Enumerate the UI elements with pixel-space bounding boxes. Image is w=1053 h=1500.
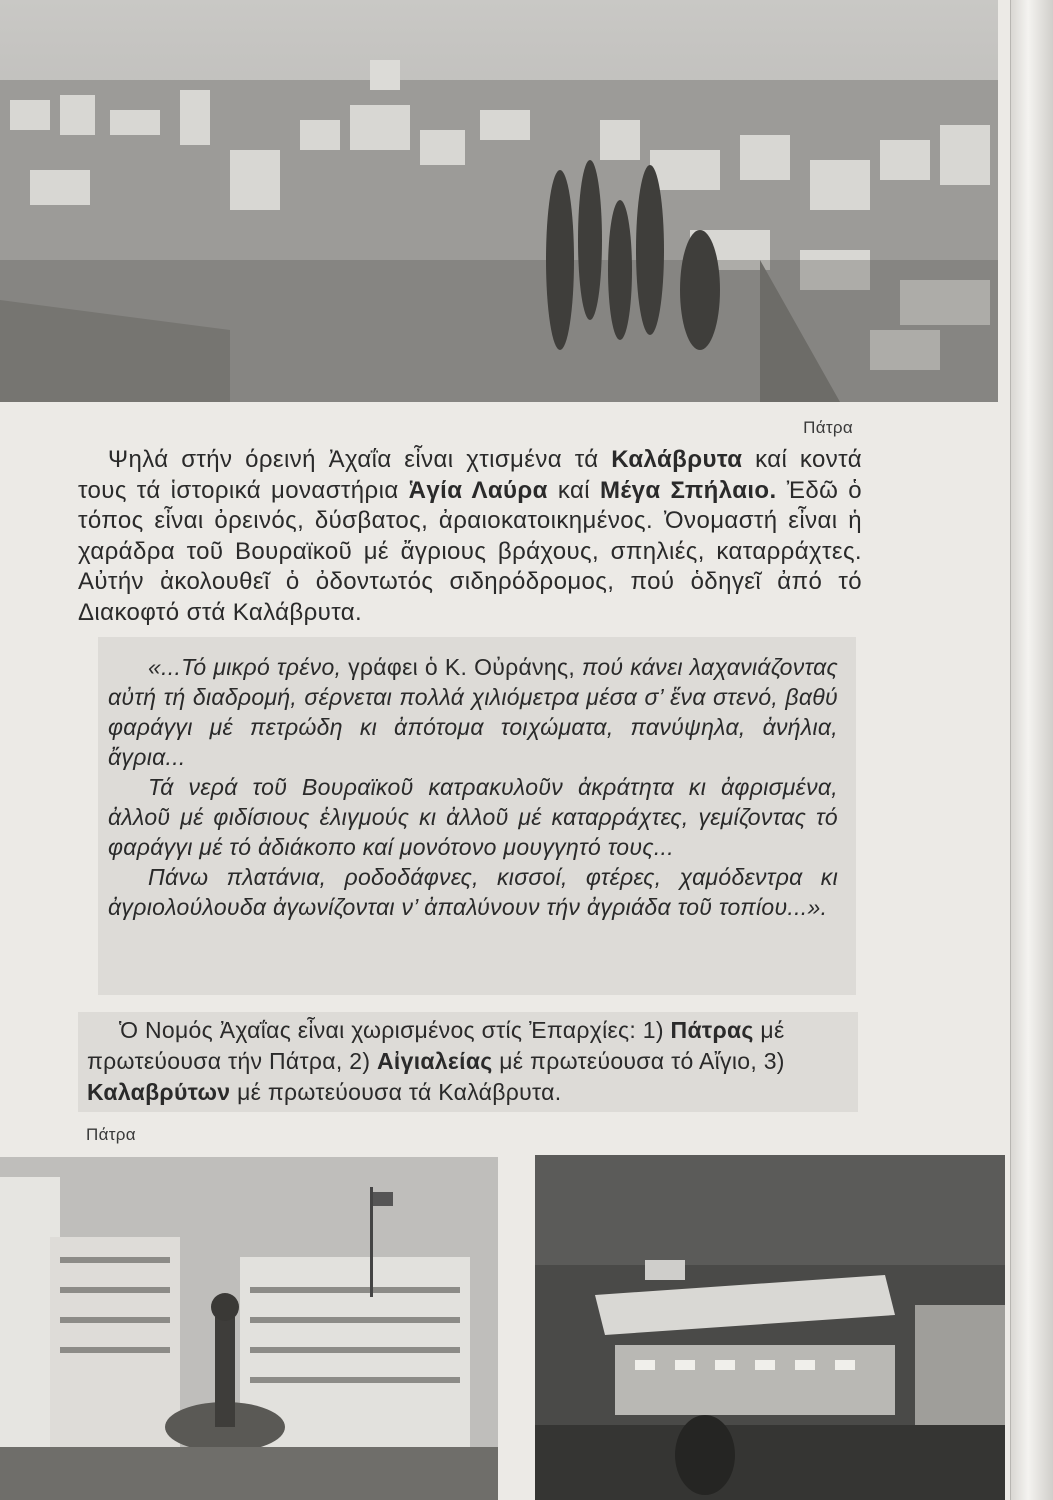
province-kalavryta: Καλαβρύτων bbox=[87, 1079, 231, 1105]
page-edge bbox=[1010, 0, 1053, 1500]
quote-paragraph-3: Πάνω πλατάνια, ροδοδάφνες, κισσοί, φτέρες, χαμόδεντρα κι ἀγριολούλουδα ἀγωνίζονται ν’ ἀπαλύνουν τήν ἀγριάδα τοῦ τοπίου...». bbox=[108, 864, 838, 920]
bottom-photos-caption: Πάτρα bbox=[86, 1125, 136, 1144]
patras-panorama-photo bbox=[0, 0, 998, 402]
quote-paragraph-1: «...Τό μικρό τρένο, γράφει ὁ Κ. Οὐράνης, πού κάνει λαχανιάζοντας αὐτή τή διαδρομή, σέρνεται πολλά χιλιόμετρα μέσα σ’ ἕνα στενό, βαθύ φαράγγι μέ πετρώδη κι ἀπότομα τοιχώματα, πανύψηλα, ἀνήλια, ἄγρια... bbox=[108, 654, 839, 770]
provinces-paragraph: Ὁ Νομός Ἀχαΐας εἶναι χωρισμένος στίς Ἐπαρχίες: 1) Πάτρας μέ πρωτεύουσα τήν Πάτρα, 2) Αἰγιαλείας μέ πρωτεύουσα τό Αἴγιο, 3) Καλαβρύτων μέ πρωτεύουσα τά Καλάβρυτα. bbox=[87, 1017, 785, 1105]
top-photo-caption: Πάτρα bbox=[803, 418, 853, 437]
patras-harbour-night-photo bbox=[535, 1155, 1005, 1500]
province-patras: Πάτρας bbox=[670, 1017, 754, 1043]
quote-attribution: γράφει ὁ Κ. Οὐράνης, bbox=[348, 654, 576, 680]
patras-square-photo bbox=[0, 1157, 498, 1500]
agia-lavra-term: Ἁγία Λαύρα bbox=[408, 476, 548, 504]
kalavryta-term: Καλάβρυτα bbox=[611, 446, 743, 473]
mega-spilaio-term: Μέγα Σπήλαιο. bbox=[599, 476, 777, 504]
quote-paragraph-2: Τά νερά τοῦ Βουραϊκοῦ κατρακυλοῦν ἀκράτητα κι ἀφρισμένα, ἀλλοῦ μέ φιδίσιους ἑλιγμούς κι ἀλλοῦ μέ καταρράχτες, γεμίζοντας τό φαράγγι μέ τό ἀδιάκοπο καί μονότονο μουγγητό τους... bbox=[108, 774, 838, 860]
quote-block bbox=[108, 652, 838, 922]
intro-paragraph: Ψηλά στήν όρεινή Ἀχαΐα εἶναι χτισμένα τά Καλάβρυτα καί κοντά τους τά ἱστορικά μοναστήρια Ἁγία Λαύρα καί Μέγα Σπήλαιο. Ἐδῶ ὁ τόπος εἶναι ὀρεινός, δύσβατος, ἀραιοκατοικημένος. Ὀνομαστή εἶναι ἡ χαράδρα τοῦ Βουραϊκοῦ μέ ἄγριους βράχους, σπηλιές, καταρράχτες. Αὐτήν ἀκολουθεῖ ὁ ὀδοντωτός σιδηρόδρομος, πού ὁδηγεῖ ἀπό τό Διακοφτό στά Καλάβρυτα. bbox=[78, 446, 862, 626]
province-aigialeia: Αἰγιαλείας bbox=[377, 1048, 493, 1074]
